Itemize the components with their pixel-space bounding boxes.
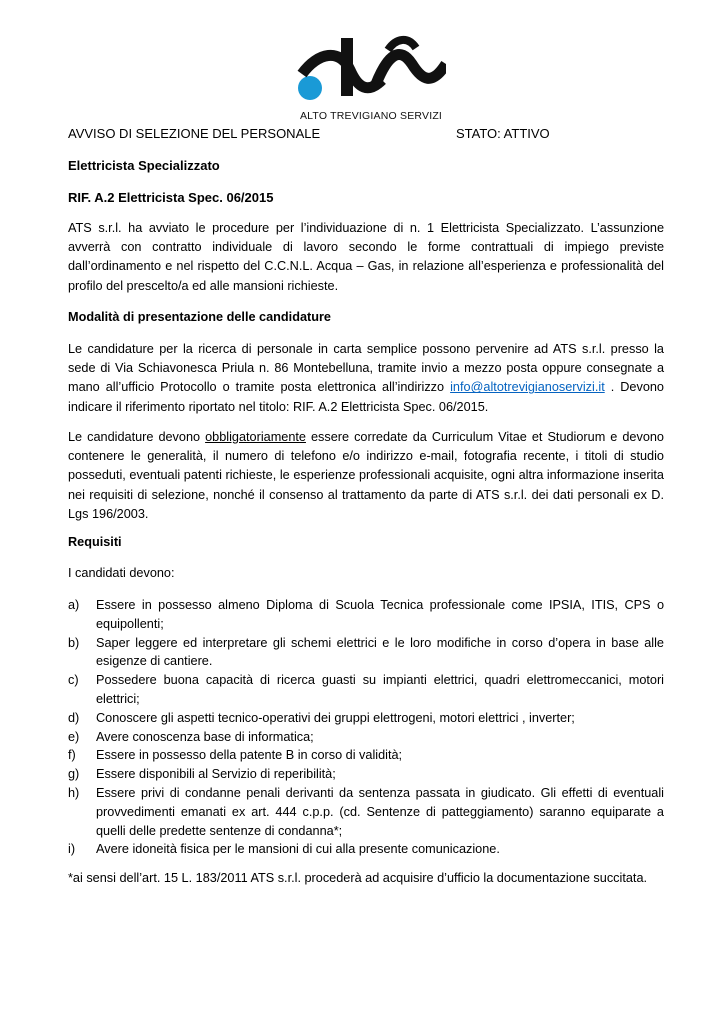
notice-type: AVVISO DI SELEZIONE DEL PERSONALE <box>68 126 321 141</box>
list-item <box>68 634 664 672</box>
requirements-intro: I candidati devono: <box>68 566 175 580</box>
documents-text-2: essere corredate da Curriculum Vitae et Studiorum e devono contenere le generalità, il numero di telefono e/o indirizzo e-mail, fotografia recente, i titoli di studio posseduti, eventuali patenti richieste, le esperienze professionali acquisite, ogni altra informazione inserita nei requisiti di selezione, nonché il consenso al trattamento da parte di ATS s.r.l. dei dati personali ex D. Lgs 196/2003. <box>68 430 664 521</box>
job-reference: RIF. A.2 Elettricista Spec. 06/2015 <box>68 190 274 205</box>
list-marker: b) <box>68 635 80 650</box>
application-paragraph <box>68 340 664 417</box>
notice-header <box>68 126 664 144</box>
list-item-text: Possedere buona capacità di ricerca guasti su impianti elettrici, quadri elettromeccanici, motori elettrici; <box>96 673 664 706</box>
intro-paragraph: ATS s.r.l. ha avviato le procedure per l’individuazione di n. 1 Elettricista Specializzato. L’assunzione avverrà con contratto individuale di lavoro secondo le forme contrattuali di impiego previste dall’ordinamento e nel rispetto del C.C.N.L. Acqua – Gas, in relazione all’esperienza e professionalità del profilo del prescelto/a ed alle mansioni richieste. <box>68 221 664 293</box>
list-marker: h) <box>68 785 80 800</box>
list-item-text: Essere in possesso della patente B in corso di validità; <box>96 748 403 763</box>
list-item <box>68 840 664 859</box>
list-item <box>68 671 664 709</box>
list-marker: f) <box>68 748 76 763</box>
list-item-text: Avere idoneità fisica per le mansioni di cui alla presente comunicazione. <box>96 842 500 857</box>
documents-paragraph <box>68 428 664 524</box>
list-item <box>68 765 664 784</box>
list-marker: d) <box>68 710 80 725</box>
list-item-text: Essere in possesso almeno Diploma di Scuola Tecnica professionale come IPSIA, ITIS, CPS o equipollenti; <box>96 598 664 631</box>
list-item <box>68 728 664 747</box>
logo-text: ALTO TREVIGIANO SERVIZI <box>299 110 443 122</box>
list-item-text: Saper leggere ed interpretare gli schemi elettrici e le loro modifiche in corso d’opera in base alle esigenze di cantiere. <box>96 635 664 669</box>
list-item <box>68 746 664 765</box>
section-heading-modalita: Modalità di presentazione delle candidature <box>68 310 331 324</box>
email-link[interactable]: info@altotrevigianoservizi.it <box>450 380 605 395</box>
list-marker: a) <box>68 598 80 612</box>
list-marker: i) <box>68 842 76 857</box>
list-item-text: Essere disponibili al Servizio di reperibilità; <box>96 767 336 782</box>
job-title: Elettricista Specializzato <box>68 158 220 173</box>
application-text-1: Le candidature per la ricerca di personale in carta semplice possono pervenire ad ATS s.r.l. presso la sede di Via Schiavonesca Priula n. 86 Montebelluna, tramite invio a mezzo posta oppure consegnate a mano all’ufficio Protocollo o tramite posta elettronica all’indirizzo <box>68 342 664 395</box>
list-item-text: Essere privi di condanne penali derivanti da sentenza passata in giudicato. Gli effetti di eventuali provvedimenti emanati ex art. 444 c.p.p. (cd. Sentenze di patteggiamento) saranno equiparate a quelli delle predette sentenze di condanna*; <box>96 785 664 838</box>
list-item-text: Conoscere gli aspetti tecnico-operativi dei gruppi elettrogeni, motori elettrici , inverter; <box>96 710 575 725</box>
list-marker: c) <box>68 673 79 688</box>
section-heading-requisiti: Requisiti <box>68 535 122 549</box>
list-marker: e) <box>68 729 80 744</box>
ats-logo-icon <box>296 30 446 110</box>
list-marker: g) <box>68 767 80 782</box>
footnote: *ai sensi dell’art. 15 L. 183/2011 ATS s.r.l. procederà ad acquisire d’ufficio la documentazione succitata. <box>68 871 648 885</box>
documents-text-1: Le candidature devono <box>68 430 206 444</box>
requirements-list <box>68 596 664 859</box>
notice-status: STATO: ATTIVO <box>456 126 550 141</box>
company-logo <box>296 30 446 125</box>
underlined-word: obbligatoriamente <box>205 430 306 444</box>
list-item <box>68 596 664 634</box>
application-text-2: . Devono indicare il riferimento riportato nel titolo: RIF. A.2 Elettricista Spec. 06/2015. <box>68 380 664 414</box>
list-item <box>68 784 664 840</box>
list-item-text: Avere conoscenza base di informatica; <box>96 729 314 744</box>
list-item <box>68 709 664 728</box>
